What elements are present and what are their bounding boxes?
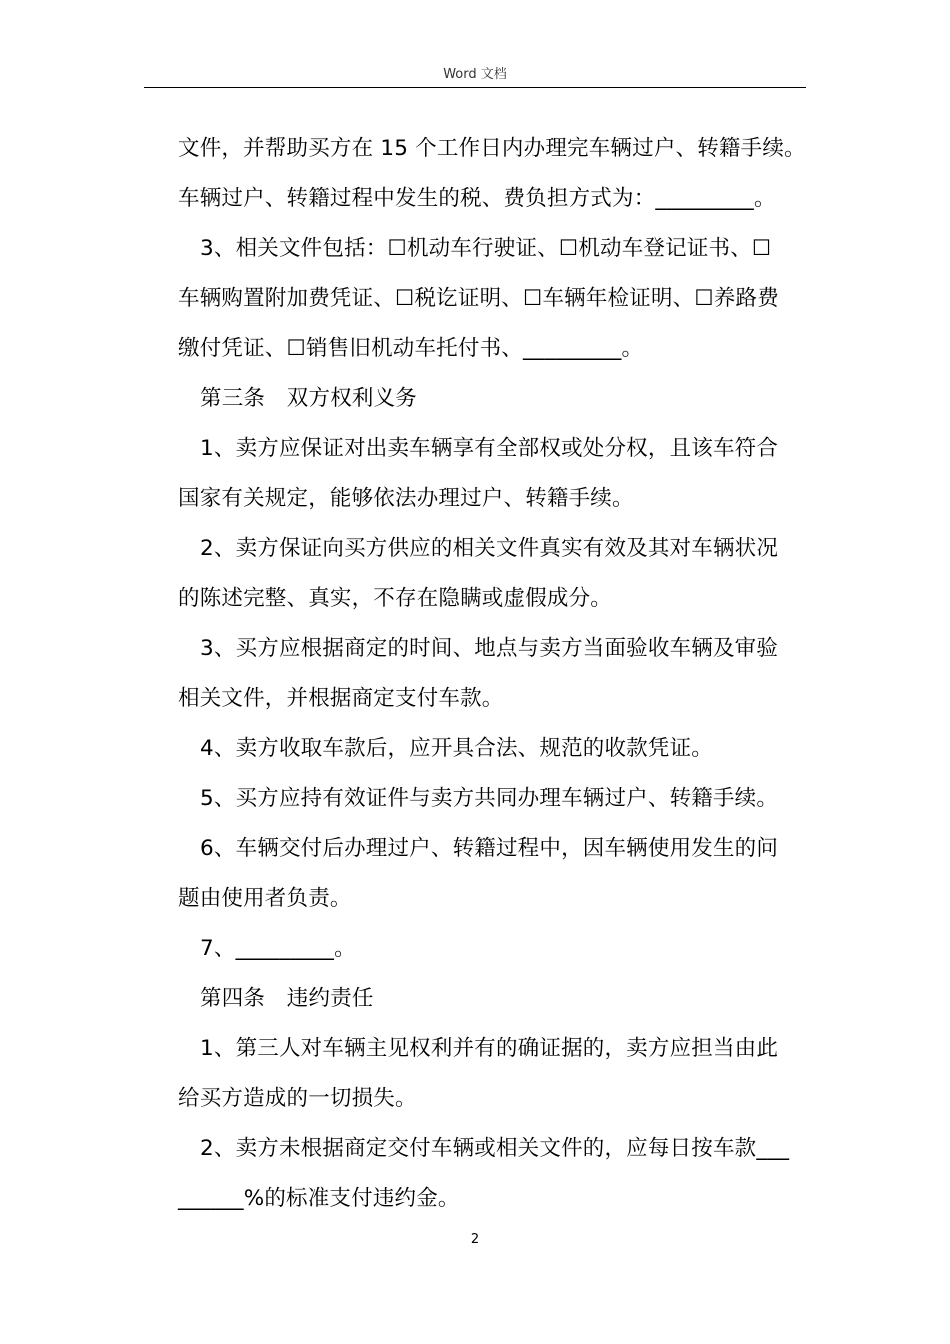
section-heading: 第四条 违约责任 (200, 986, 374, 1011)
page-header: Word 文档 (443, 67, 507, 82)
body-line: ______%的标准支付违约金。 (178, 1186, 460, 1211)
body-line: 3、相关文件包括：☐机动车行驶证、☐机动车登记证书、☐ (200, 236, 772, 261)
body-line: 3、买方应根据商定的时间、地点与卖方当面验收车辆及审验 (200, 636, 779, 661)
body-line: 车辆过户、转籍过程中发生的税、费负担方式为：_________。 (178, 186, 776, 211)
body-line: 国家有关规定，能够依法办理过户、转籍手续。 (178, 486, 634, 511)
body-line: 的陈述完整、真实，不存在隐瞒或虚假成分。 (178, 586, 613, 611)
body-line: 2、卖方保证向买方供应的相关文件真实有效及其对车辆状况 (200, 536, 779, 561)
page-number: 2 (470, 1232, 480, 1247)
body-line: 1、卖方应保证对出卖车辆享有全部权或处分权，且该车符合 (200, 436, 779, 461)
body-line: 4、卖方收取车款后，应开具合法、规范的收款凭证。 (200, 736, 713, 761)
body-line: 5、买方应持有效证件与卖方共同办理车辆过户、转籍手续。 (200, 786, 779, 811)
body-line: 文件，并帮助买方在 15 个工作日内办理完车辆过户、转籍手续。 (178, 136, 806, 161)
body-line: 1、第三人对车辆主见权利并有的确证据的，卖方应担当由此 (200, 1036, 779, 1061)
header-divider (144, 87, 806, 88)
body-line: 给买方造成的一切损失。 (178, 1086, 417, 1111)
body-line: 相关文件，并根据商定支付车款。 (178, 686, 504, 711)
body-line: 缴付凭证、☐销售旧机动车托付书、_________。 (178, 336, 644, 361)
body-line: 2、卖方未根据商定交付车辆或相关文件的，应每日按车款___ (200, 1136, 790, 1161)
document-body (178, 124, 818, 1224)
body-line: 题由使用者负责。 (178, 886, 352, 911)
body-line: 7、_________。 (200, 936, 356, 961)
body-line: 车辆购置附加费凭证、☐税讫证明、☐车辆年检证明、☐养路费 (178, 286, 779, 311)
section-heading: 第三条 双方权利义务 (200, 386, 418, 411)
body-line: 6、车辆交付后办理过户、转籍过程中，因车辆使用发生的问 (200, 836, 779, 861)
